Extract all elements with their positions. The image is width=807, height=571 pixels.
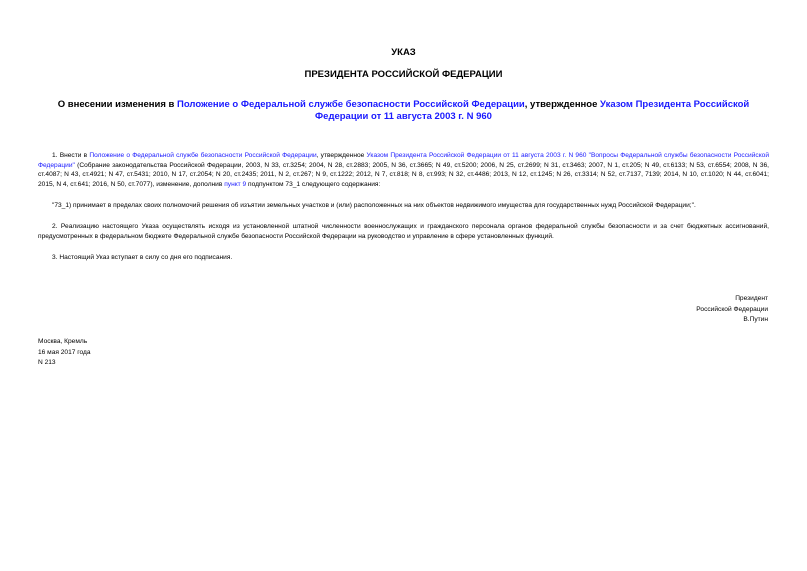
subject-text-2: , утвержденное xyxy=(524,99,601,110)
document-number: N 213 xyxy=(38,359,56,366)
place-date-block xyxy=(38,337,91,369)
paragraph-1 xyxy=(38,151,769,189)
paragraph-1-link-regulation[interactable]: Положение о Федеральной службе безопасности Российской Федерации xyxy=(89,152,317,159)
paragraph-1-text-1: 1. Внести в xyxy=(52,152,90,159)
issuer-title: ПРЕЗИДЕНТА РОССИЙСКОЙ ФЕДЕРАЦИИ xyxy=(304,69,503,80)
subject-link-regulation[interactable]: Положение о Федеральной службе безопасности Российской Федерации xyxy=(177,99,525,110)
paragraph-1-link-point-9[interactable]: пункт 9 xyxy=(224,180,247,188)
signature-organization: Российской Федерации xyxy=(696,305,768,313)
subject-link-decree[interactable]: Указом Президента Российской Федерации от 11 августа 2003 г. N 960 xyxy=(315,99,750,122)
paragraph-2: "73_1) принимает в пределах своих полномочий решения об изъятии земельных участков и (или) расположенных на них объектов недвижимого имущества для государственных нужд Российской Федерации;". xyxy=(52,202,696,209)
signature-block xyxy=(696,294,768,326)
place-city: Москва, Кремль xyxy=(38,338,88,345)
paragraph-4: 3. Настоящий Указ вступает в силу со дня его подписания. xyxy=(52,254,233,261)
paragraph-1-text-3: (Собрание законодательства Российской Федерации, 2003, N 33, ст.3254; 2004, N 28, ст.2883; 2005, N 36, ст.3665; N 49, ст.5200; 2006, N 25, ст.2699; N 31, ст.3463; 2007, N 1, ст.205; N 49, ст.6133; N 53, ст.6554; 2008, N 36, ст.4087; N 43, ст.4921; N 47, ст.5431; 2010, N 17, ст.2054; N 20, ст.2435; 2011, N 2, ст.267; N 9, ст.1222; 2012, N 7, ст.818; N 8, ст.993; N 32, ст.4486; 2013, N 12, ст.1245; N 26, ст.3314; N 52, ст.7137, 7139; 2014, N 10, ст.1020; N 44, ст.6041; 2015, N 4, ст.641; 2016, N 50, ст.7077), изменение, дополнив xyxy=(38,161,769,188)
signature-position: Президент xyxy=(735,295,768,302)
paragraph-1-link-decree[interactable]: Указом Президента Российской Федерации от 11 августа 2003 г. N 960 "Вопросы Федеральной службы безопасности Российской Федерации" xyxy=(38,152,769,169)
document-date: 16 мая 2017 года xyxy=(38,348,91,356)
document-type-title: УКАЗ xyxy=(391,47,416,58)
signature-name: В.Путин xyxy=(743,316,768,323)
paragraph-3: 2. Реализацию настоящего Указа осуществлять исходя из установленной штатной численности военнослужащих и гражданского персонала органов федеральной службы безопасности и за счет бюджетных ассигнований, предусмотренных в федеральном бюджете Федеральной службе безопасности Российской Федерации на руководство и управление в сфере установленных функций. xyxy=(38,223,769,240)
paragraph-1-text-4: подпунктом 73_1 следующего содержания: xyxy=(246,180,381,188)
subject-text-1: О внесении изменения в xyxy=(57,99,178,110)
paragraph-1-text-2: , утвержденное xyxy=(316,152,367,159)
document-subject xyxy=(38,99,769,123)
